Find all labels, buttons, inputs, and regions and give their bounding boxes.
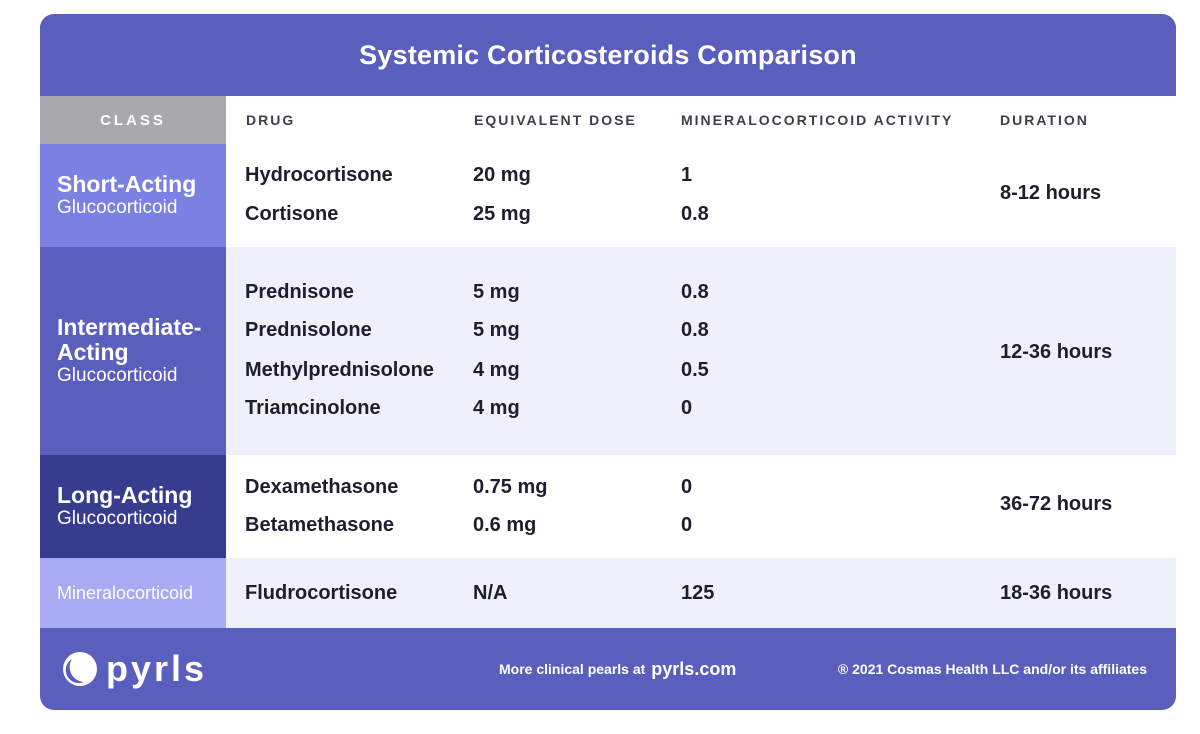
footer-site-link[interactable]: pyrls.com (651, 658, 737, 679)
drug-dose: 25 mg (473, 203, 531, 225)
drug-name: Methylprednisolone (245, 359, 434, 381)
drug-dose: 0.6 mg (473, 514, 537, 536)
duration-value: 36-72 hours (1000, 493, 1113, 515)
comparison-card (40, 14, 1176, 710)
drug-activity: 0 (681, 476, 693, 498)
drug-activity: 0.8 (681, 319, 709, 341)
data-area (226, 455, 1176, 558)
group-intermediate-acting (40, 247, 1176, 455)
class-subtitle: Glucocorticoid (57, 197, 178, 218)
drug-dose: N/A (473, 582, 508, 604)
group-long-acting (40, 455, 1176, 558)
class-subtitle: Glucocorticoid (57, 508, 178, 529)
drug-name: Dexamethasone (245, 476, 399, 498)
drug-dose: 20 mg (473, 164, 531, 186)
header-mineralocorticoid-activity: MINERALOCORTICOID ACTIVITY (681, 112, 954, 128)
drug-activity: 125 (681, 582, 715, 604)
class-subtitle: Glucocorticoid (57, 365, 178, 386)
drug-name: Prednisolone (245, 319, 372, 341)
class-name: Short-Acting (57, 171, 197, 197)
class-name-line-2: Acting (57, 339, 129, 365)
drug-name: Betamethasone (245, 514, 394, 536)
duration-value: 18-36 hours (1000, 582, 1113, 604)
duration-value: 12-36 hours (1000, 341, 1113, 363)
drug-activity: 0 (681, 397, 693, 419)
logo-text: pyrls (106, 648, 208, 689)
footer-promo (499, 628, 736, 710)
drug-dose: 5 mg (473, 281, 520, 303)
drug-name: Cortisone (245, 203, 339, 225)
page-title: Systemic Corticosteroids Comparison (40, 14, 1176, 96)
data-area (226, 247, 1176, 455)
class-name: Long-Acting (57, 482, 193, 508)
drug-dose: 4 mg (473, 359, 520, 381)
header-duration: DURATION (1000, 112, 1089, 128)
drug-dose: 5 mg (473, 319, 520, 341)
drug-activity: 0.8 (681, 281, 709, 303)
footer-copyright: ® 2021 Cosmas Health LLC and/or its affiliates (837, 661, 1147, 677)
drug-activity: 1 (681, 164, 693, 186)
class-cell-mineralocorticoid (40, 558, 226, 628)
pearl-icon (62, 651, 98, 687)
group-short-acting (40, 144, 1176, 247)
footer-more-text: More clinical pearls at (499, 661, 646, 677)
class-cell-long-acting (40, 455, 226, 558)
class-name: Mineralocorticoid (57, 582, 194, 603)
drug-name: Prednisone (245, 281, 354, 303)
drug-activity: 0.5 (681, 359, 709, 381)
class-name: Intermediate- (57, 314, 202, 340)
data-area (226, 144, 1176, 247)
drug-dose: 0.75 mg (473, 476, 548, 498)
pyrls-logo (62, 650, 207, 688)
header-class: CLASS (40, 96, 226, 144)
group-mineralocorticoid (40, 558, 1176, 628)
drug-activity: 0.8 (681, 203, 709, 225)
header-drug: DRUG (246, 112, 296, 128)
drug-name: Triamcinolone (245, 397, 381, 419)
class-cell-short-acting (40, 144, 226, 247)
drug-name: Hydrocortisone (245, 164, 393, 186)
drug-activity: 0 (681, 514, 693, 536)
data-area (226, 558, 1176, 628)
class-cell-intermediate-acting (40, 247, 226, 455)
drug-name: Fludrocortisone (245, 582, 398, 604)
table-header (40, 96, 1176, 144)
header-equivalent-dose: EQUIVALENT DOSE (474, 112, 637, 128)
drug-dose: 4 mg (473, 397, 520, 419)
duration-value: 8-12 hours (1000, 182, 1102, 204)
footer (40, 628, 1176, 710)
